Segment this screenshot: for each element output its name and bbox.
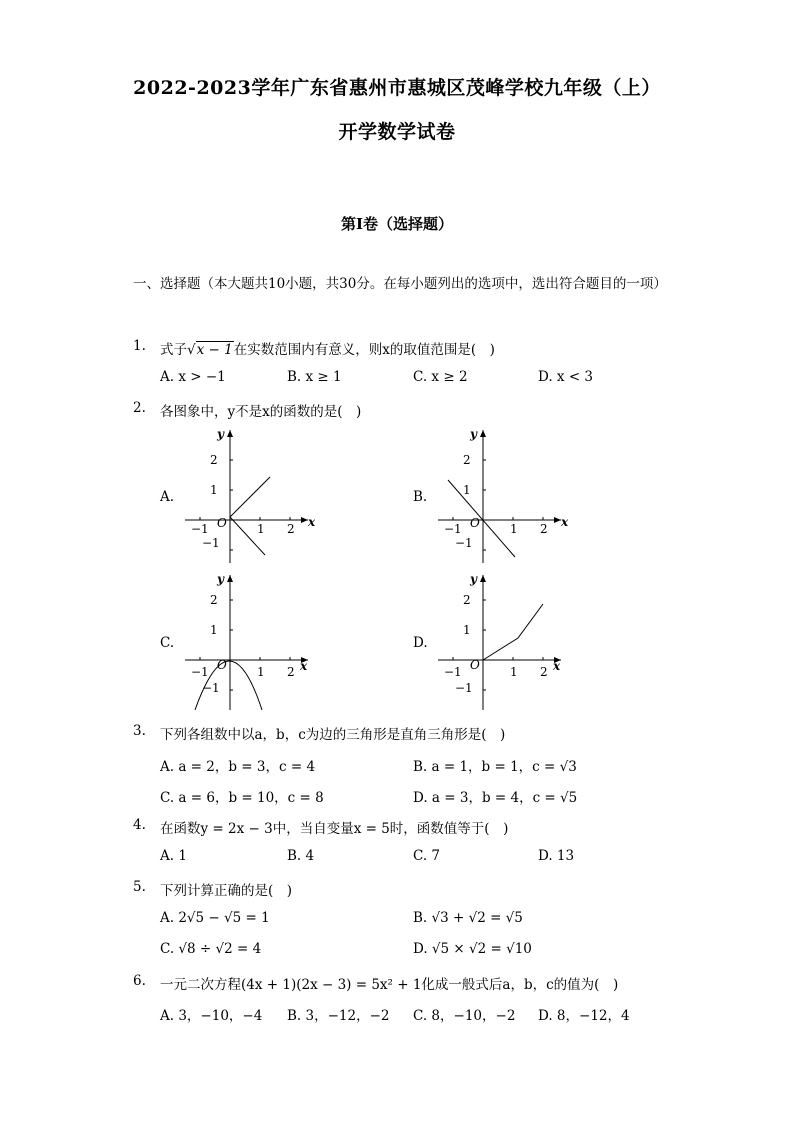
x-axis-label: x — [561, 515, 568, 529]
y-axis-label: y — [470, 572, 477, 586]
tick-label: −1 — [444, 665, 462, 679]
option-c: C. 7 — [413, 848, 441, 864]
exam-title-line2: 开学数学试卷 — [338, 121, 456, 143]
option-a: A. x > −1 — [160, 369, 226, 385]
option-d: D. x < 3 — [538, 369, 594, 385]
origin-label: O — [470, 516, 480, 530]
question-stem: 在函数y = 2x − 3中，当自变量x = 5时，函数值等于( ) — [160, 821, 509, 837]
tick-label: 2 — [540, 522, 548, 536]
option-b: B. √3 + √2 = √5 — [413, 910, 523, 926]
tick-label: 1 — [463, 623, 471, 637]
y-arrow — [227, 430, 233, 437]
option-c: C. a = 6，b = 10，c = 8 — [160, 790, 324, 806]
question-number: 6. — [133, 973, 146, 989]
tick-label: −1 — [202, 681, 220, 695]
option-a: A. 1 — [160, 848, 187, 864]
tick-label: 2 — [540, 665, 548, 679]
option-b: B. a = 1，b = 1，c = √3 — [413, 759, 577, 775]
graph-a-label: A. — [160, 489, 175, 505]
tick-label: −1 — [455, 536, 473, 550]
origin-label: O — [217, 516, 227, 530]
question-stem: 各图象中，y不是x的函数的是( ) — [160, 404, 362, 420]
x-arrow — [301, 517, 308, 523]
x-axis-label: x — [553, 659, 561, 673]
option-d: D. √5 × √2 = √10 — [413, 941, 532, 957]
option-c: C. 8，−10，−2 — [413, 1008, 516, 1024]
tick-label: 1 — [463, 483, 471, 497]
tick-label: −1 — [191, 522, 209, 536]
y-axis-label: y — [470, 427, 477, 441]
x-axis-label: x — [308, 515, 315, 529]
tick-label: 1 — [510, 522, 518, 536]
question-number: 5. — [133, 879, 146, 895]
y-axis-label: y — [217, 572, 224, 586]
graph-d-label: D. — [413, 635, 428, 651]
tick-label: −1 — [455, 681, 473, 695]
option-b: B. 4 — [287, 848, 315, 864]
option-d: D. a = 3，b = 4，c = √5 — [413, 790, 578, 806]
sqrt-expression: √x − 1 — [187, 342, 233, 358]
tick-label: 2 — [463, 593, 471, 607]
tick-label: 1 — [257, 665, 265, 679]
tick-label: 2 — [210, 593, 218, 607]
option-b: B. x ≥ 1 — [287, 369, 342, 385]
section-instructions: 一、选择题（本大题共10小题，共30分。在每小题列出的选项中，选出符合题目的一项） — [133, 276, 667, 292]
origin-label: O — [470, 658, 480, 672]
option-b: B. 3，−12，−2 — [287, 1008, 390, 1024]
question-stem: 一元二次方程(4x + 1)(2x − 3) = 5x² + 1化成一般式后a，b，c的值为( ) — [160, 977, 619, 993]
question-number: 3. — [133, 723, 146, 739]
option-c: C. x ≥ 2 — [413, 369, 468, 385]
option-a: A. 2√5 − √5 = 1 — [160, 910, 270, 926]
tick-label: 1 — [210, 623, 218, 637]
option-d: D. 8，−12，4 — [538, 1008, 630, 1024]
graph-c — [180, 570, 315, 715]
y-axis-label: y — [217, 427, 224, 441]
exam-title-line1: 2022-2023学年广东省惠州市惠城区茂峰学校九年级（上） — [133, 77, 661, 99]
option-a: A. 3，−10，−4 — [160, 1008, 263, 1024]
tick-label: 2 — [463, 453, 471, 467]
question-number: 4. — [133, 817, 146, 833]
volume-title: 第I卷（选择题） — [340, 215, 454, 233]
graph-b — [433, 425, 568, 565]
question-number: 1. — [133, 338, 146, 354]
graph-d — [433, 570, 568, 715]
graph-a — [180, 425, 315, 565]
option-d: D. 13 — [538, 848, 575, 864]
tick-label: −1 — [191, 665, 209, 679]
question-number: 2. — [133, 400, 146, 416]
tick-label: 2 — [210, 453, 218, 467]
tick-label: 1 — [257, 522, 265, 536]
graph-b-label: B. — [413, 489, 428, 505]
tick-label: 2 — [287, 665, 295, 679]
question-stem: 式子√x − 1在实数范围内有意义，则x的取值范围是( ) — [160, 342, 495, 358]
x-axis-label: x — [300, 659, 308, 673]
graph-c-label: C. — [160, 635, 175, 651]
tick-label: 1 — [510, 665, 518, 679]
question-stem: 下列各组数中以a，b，c为边的三角形是直角三角形是( ) — [160, 727, 506, 743]
tick-label: 2 — [287, 522, 295, 536]
option-c: C. √8 ÷ √2 = 4 — [160, 941, 262, 957]
origin-label: O — [217, 658, 227, 672]
tick-label: −1 — [444, 522, 462, 536]
tick-label: −1 — [202, 536, 220, 550]
option-a: A. a = 2，b = 3，c = 4 — [160, 759, 316, 775]
tick-label: 1 — [210, 483, 218, 497]
question-stem: 下列计算正确的是( ) — [160, 883, 293, 899]
curve — [483, 604, 543, 660]
curve — [230, 477, 270, 555]
